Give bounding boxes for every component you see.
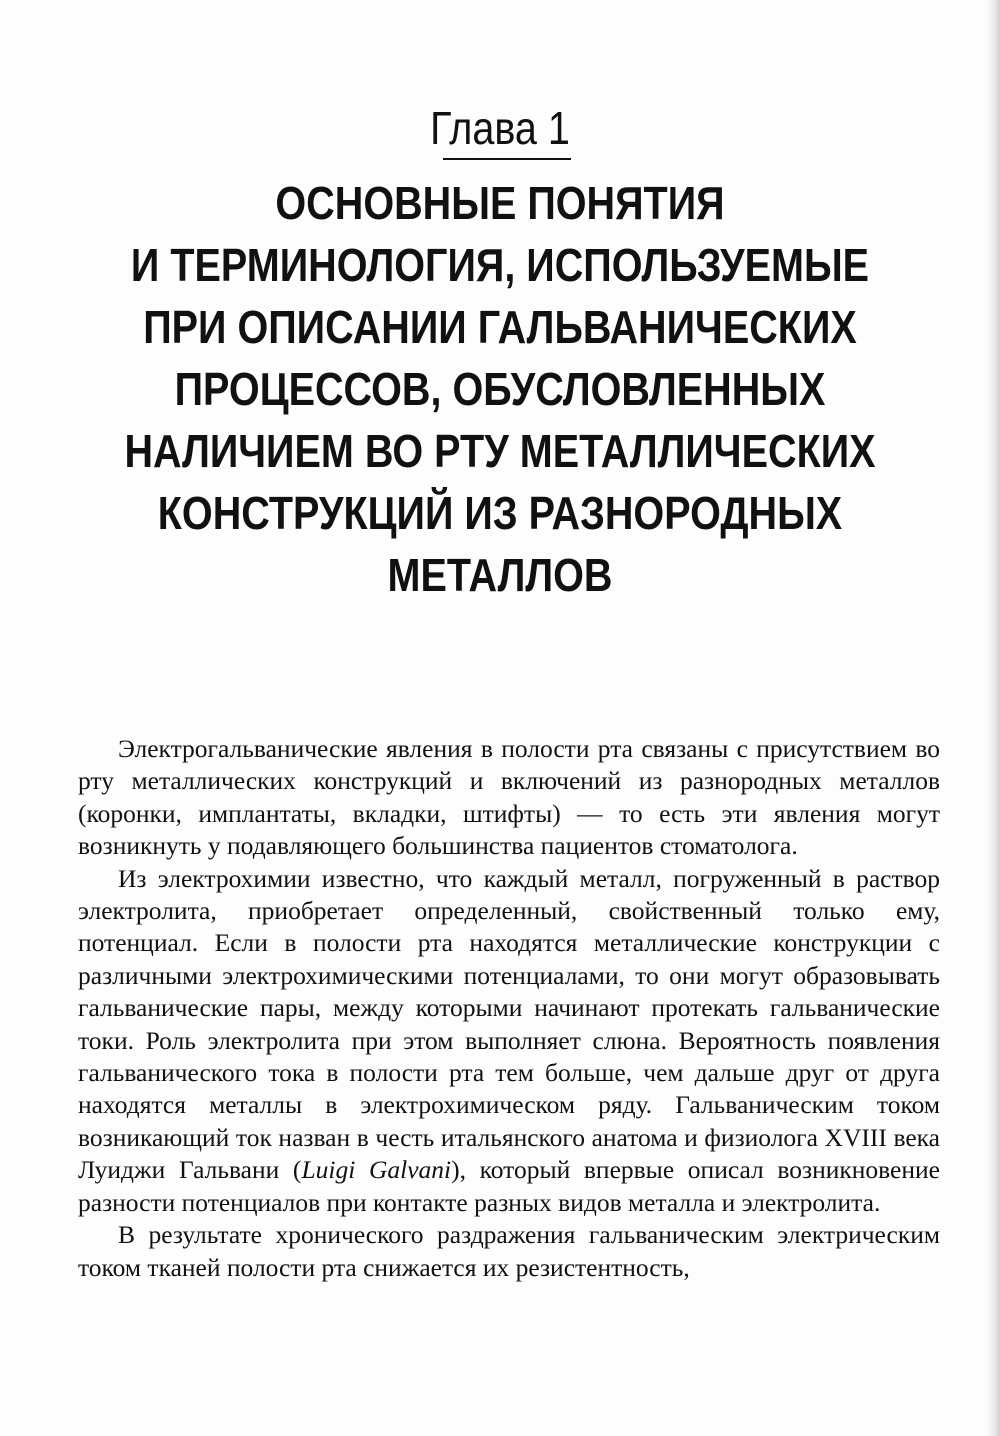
chapter-title-line: МЕТАЛЛОВ [387,549,613,601]
chapter-title-line: КОНСТРУКЦИЙ ИЗ РАЗНОРОДНЫХ [157,487,843,539]
paragraph-3: В результате хронического раздражения гальваническим электрическим током тканей полости рта снижается их резистентность, [78,1220,940,1282]
chapter-label-underline [443,158,571,160]
page-edge-shadow [986,0,1000,1436]
paragraph-2-text-start: Из электрохимии известно, что каждый металл, погруженный в раствор электролита, приобретает определенный, свойственный только ему, потенциал. Если в полости рта находятся металлические конструкции с различными электрохимическими потенциалами, то они могут образовывать гальванические пары, между которыми начинают протекать гальванические токи. Роль электролита при этом выполняет слюна. Вероятность появления гальванического тока в полости рта тем больше, чем дальше друг от друга находятся металлы в электрохимическом ряду. Гальваническим током возникающий ток назван в честь итальянского анатома и физиолога XVIII века Луиджи Гальвани ( [78,863,940,1185]
chapter-title-line: НАЛИЧИЕМ ВО РТУ МЕТАЛЛИЧЕСКИХ [124,425,876,477]
chapter-title-line: ОСНОВНЫЕ ПОНЯТИЯ [275,177,725,229]
body-text [78,733,940,1284]
paragraph-2-latin-name: Luigi Galvani [301,1155,452,1185]
paragraph-1: Электрогальванические явления в полости рта связаны с присутствием во рту металлических конструкций и включений из разнородных металлов (коронки, имплантаты, вкладки, штифты) — то есть эти явления могут возникнуть у подавляющего большинства пациентов стоматолога. [78,734,940,861]
chapter-title-line: ПРИ ОПИСАНИИ ГАЛЬВАНИЧЕСКИХ [143,301,857,353]
paragraph-2 [78,863,940,1219]
paragraph-2-text-end: ), который впервые описал возникновение разности потенциалов при контакте разных видов металла и электролита. [78,1155,940,1217]
chapter-label: Глава 1 [430,102,570,154]
chapter-title-line: И ТЕРМИНОЛОГИЯ, ИСПОЛЬЗУЕМЫЕ [130,239,870,291]
chapter-title-line: ПРОЦЕССОВ, ОБУСЛОВЛЕННЫХ [174,363,826,415]
chapter-title [40,172,960,606]
